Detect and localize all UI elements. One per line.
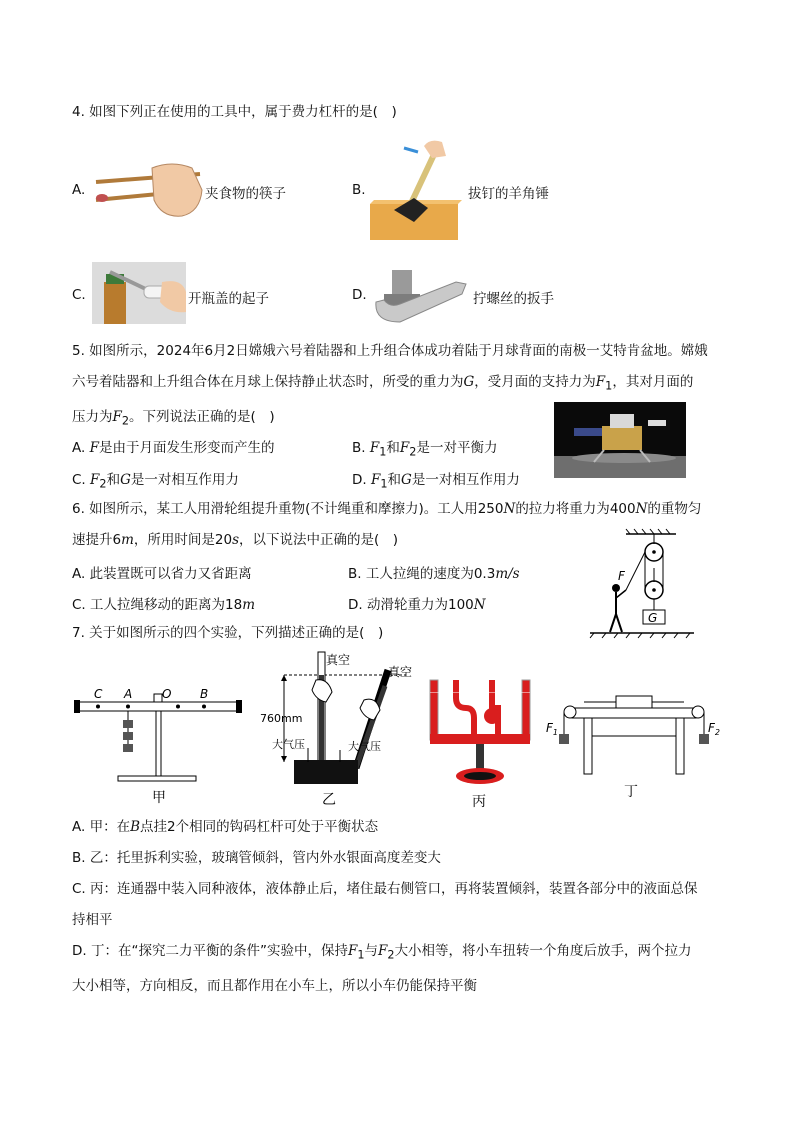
q6-option-d: D. 动滑轮重力为100N: [348, 597, 486, 613]
communicating-vessels-diagram: [426, 678, 536, 812]
q7-option-b: B. 乙：托里拆利实验，玻璃管倾斜，管内外水银面高度差变大: [72, 850, 441, 866]
figure-label-yi: 乙: [322, 792, 336, 808]
q5-option-a: A. F是由于月面发生形变而产生的: [72, 440, 275, 456]
q4-option-b-letter: B.: [352, 182, 366, 198]
q6-line2: 速提升6m，所用时间是20s，以下说法中正确的是( ): [72, 532, 399, 548]
q4-option-a-letter: A.: [72, 182, 86, 198]
q7-stem: 7. 关于如图所示的四个实验，下列描述正确的是( ): [72, 625, 384, 641]
q6-line1: 6. 如图所示，某工人用滑轮组提升重物(不计绳重和摩擦力)。工人用250N的拉力将重力为400N的重物匀: [72, 501, 702, 517]
q5-option-d: D. $F_1$和G是一对相互作用力: [352, 472, 520, 491]
q4-option-d-letter: D.: [352, 287, 367, 303]
vacuum-label-1: 真空: [326, 653, 351, 667]
q6-option-b: B. 工人拉绳的速度为0.3m/s: [348, 566, 520, 582]
figure-label-ding: 丁: [624, 784, 638, 800]
lever-point-c: C: [94, 687, 103, 701]
figure-label-jia: 甲: [152, 790, 166, 806]
vacuum-label-2: 真空: [388, 665, 413, 679]
pulley-diagram: [586, 528, 698, 640]
torricelli-diagram: [256, 650, 426, 810]
force-label-f1: $F_1$: [546, 721, 558, 737]
q4-option-c-letter: C.: [72, 287, 86, 303]
lever-point-b: B: [200, 687, 209, 701]
q7-option-c-line1: C. 丙：连通器中装入同种液体，液体静止后，堵住最右侧管口，再将装置倾斜，装置各部分中的液面总保: [72, 881, 698, 897]
q5-option-b: B. $F_1$和$F_2$是一对平衡力: [352, 440, 498, 459]
q4-option-b-label: 拔钉的羊角锤: [468, 186, 549, 202]
q7-option-d-line1: D. 丁：在“探究二力平衡的条件”实验中，保持$F_1$与$F_2$大小相等，将小车扭转一个角度后放手，两个拉力: [72, 943, 692, 962]
wrench-image: [370, 264, 470, 326]
q6-option-c: C. 工人拉绳移动的距离为18m: [72, 597, 256, 613]
claw-hammer-image: [366, 138, 462, 244]
bottle-opener-image: [92, 262, 186, 324]
chopsticks-image: [92, 160, 204, 220]
q6-option-a: A. 此装置既可以省力又省距离: [72, 566, 252, 582]
force-label-f2: $F_2$: [708, 721, 720, 737]
force-balance-diagram: [544, 688, 724, 802]
q4-stem: 4. 如图下列正在使用的工具中，属于费力杠杆的是( ): [72, 104, 397, 120]
q4-option-c-label: 开瓶盖的起子: [188, 291, 269, 307]
q4-option-a-label: 夹食物的筷子: [205, 186, 286, 202]
torricelli-height-label: 760mm: [260, 712, 303, 725]
lever-diagram: [72, 680, 244, 806]
pulley-weight-label: G: [648, 611, 658, 625]
q5-line2: 六号着陆器和上升组合体在月球上保持静止状态时，所受的重力为G，受月面的支持力为$F_1$，其对月面的: [72, 374, 694, 393]
q7-option-c-line2: 持相平: [72, 912, 113, 928]
q7-option-a: A. 甲：在B点挂2个相同的钩码杠杆可处于平衡状态: [72, 819, 379, 835]
q5-option-c: C. $F_2$和G是一对相互作用力: [72, 472, 239, 491]
atm-label-1: 大气压: [272, 738, 305, 751]
figure-label-bing: 丙: [472, 794, 486, 810]
q4-option-d-label: 拧螺丝的扳手: [473, 291, 554, 307]
lever-point-a: A: [124, 687, 133, 701]
q7-option-d-line2: 大小相等，方向相反，而且都作用在小车上，所以小车仍能保持平衡: [72, 977, 477, 994]
pulley-force-label: F: [618, 569, 625, 583]
atm-label-2: 大气压: [348, 740, 381, 753]
lever-point-o: O: [162, 687, 172, 701]
q7-options: [72, 812, 732, 1002]
lunar-lander-photo: [554, 402, 686, 478]
q5-line1: 5. 如图所示，2024年6月2日嫦娥六号着陆器和上升组合体成功着陆于月球背面的南极一艾特肯盆地。嫦娥: [72, 343, 708, 359]
q5-line3: 压力为$F_2$。下列说法正确的是( ): [72, 408, 275, 428]
